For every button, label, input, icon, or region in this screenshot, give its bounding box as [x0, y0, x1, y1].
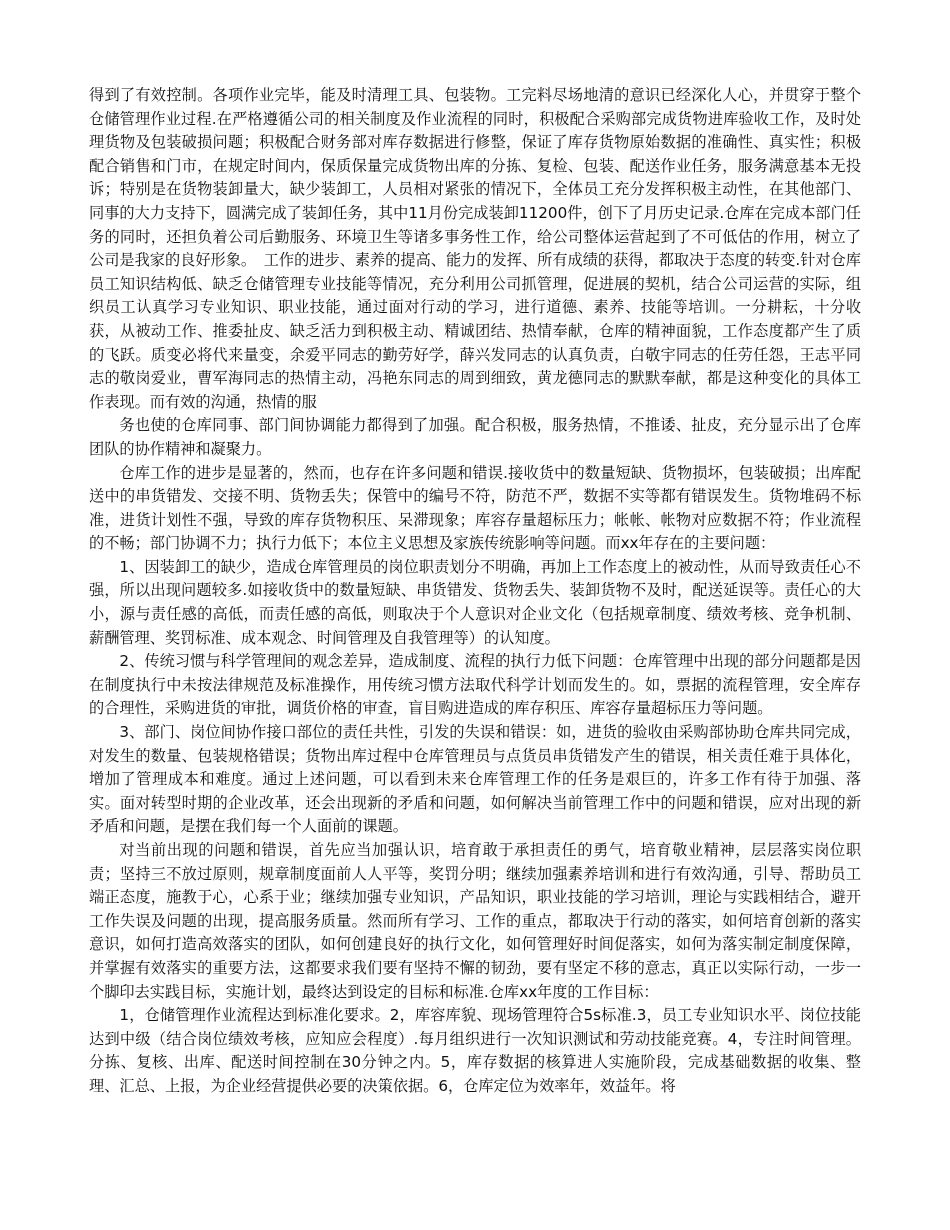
paragraph-7: 对当前出现的问题和错误，首先应当加强认识，培育敢于承担责任的勇气，培育敬业精神，层层落实岗位职责；坚持三不放过原则，规章制度面前人人平等，奖罚分明；继续加强素养培训和进行有效沟通，引导、帮助员工端正态度，施教于心，心系于业；继续加强专业知识，产品知识，职业技能的学习培训，理论与实践相结合，避开工作失误及问题的出现，提高服务质量。然而所有学习、工作的重点，都取决于行动的落实，如何培育创新的落实意识，如何打造高效落实的团队，如何创建良好的执行文化，如何管理好时间促落实，如何为落实制定制度保障，并掌握有效落实的重要方法，这都要求我们要有坚持不懈的韧劲，要有坚定不移的意志，真正以实际行动，一步一个脚印去实践目标，实施计划，最终达到设定的目标和标准.仓库xx年度的工作目标：: [89, 841, 861, 1001]
paragraph-1: 得到了有效控制。各项作业完毕，能及时清理工具、包装物。工完料尽场地清的意识已经深化人心，并贯穿于整个仓储管理作业过程.在严格遵循公司的相关制度及作业流程的同时，积极配合采购部完成货物进库验收工作，及时处理货物及包装破损问题；积极配合财务部对库存数据进行修整，保证了库存货物原始数据的准确性、真实性；积极配合销售和门市，在规定时间内，保质保量完成货物出库的分拣、复检、包装、配送作业任务，服务满意基本无投诉；特别是在货物装卸量大，缺少装卸工，人员相对紧张的情况下，全体员工充分发挥积极主动性，在其他部门、同事的大力支持下，圆满完成了装卸任务，其中11月份完成装卸11200件，创下了月历史记录.仓库在完成本部门任务的同时，还担负着公司后勤服务、环境卫生等诸多事务性工作，给公司整体运营起到了不可低估的作用，树立了公司是我家的良好形象。 工作的进步、素养的提高、能力的发挥、所有成绩的获得，都取决于态度的转变.针对仓库员工知识结构低、缺乏仓储管理专业技能等情况，充分利用公司抓管理，促进展的契机，结合公司运营的实际，组织员工认真学习专业知识、职业技能，通过面对行动的学习，进行道德、素养、技能等培训。一分耕耘，十分收获，从被动工作、推委扯皮、缺乏活力到积极主动、精诚团结、热情奉献，仓库的精神面貌，工作态度都产生了质的飞跃。质变必将代来量变，余爱平同志的勤劳好学，薛兴发同志的认真负责，白敬宇同志的任劳任怨，王志平同志的敬岗爱业，曹军海同志的热情主动，冯艳东同志的周到细致，黄龙德同志的默默奉献，都是这种变化的具体工作表现。而有效的沟通，热情的服: [89, 86, 861, 411]
paragraph-5: 2、传统习惯与科学管理间的观念差异，造成制度、流程的执行力低下问题：仓库管理中出现的部分问题都是因在制度执行中未按法律规范及标准操作，用传统习惯方法取代科学计划而发生的。如，票据的流程管理，安全库存的合理性，采购进货的审批，调货价格的审查，盲目购进造成的库存积压、库容存量超标压力等问题。: [89, 652, 861, 718]
paragraph-4: 1、因装卸工的缺少，造成仓库管理员的岗位职责划分不明确，再加上工作态度上的被动性，从而导致责任心不强，所以出现问题较多.如接收货中的数量短缺、串货错发、货物丢失、装卸货物不及时，配送延误等。责任心的大小，源与责任感的高低，而责任感的高低，则取决于个人意识对企业文化（包括规章制度、绩效考核、竞争机制、薪酬管理、奖罚标准、成本观念、时间管理及自我管理等）的认知度。: [89, 557, 861, 647]
paragraph-6: 3、部门、岗位间协作接口部位的责任共性，引发的失误和错误：如，进货的验收由采购部协助仓库共同完成，对发生的数量、包装规格错误；货物出库过程中仓库管理员与点货员串货错发产生的错误，相关责任难于具体化，增加了管理成本和难度。通过上述问题，可以看到未来仓库管理工作的任务是艰巨的，许多工作有待于加强、落实。面对转型时期的企业改革，还会出现新的矛盾和问题，如何解决当前管理工作中的问题和错误，应对出现的新矛盾和问题，是摆在我们每一个人面前的课题。: [89, 723, 861, 836]
paragraph-2: 务也使的仓库同事、部门间协调能力都得到了加强。配合积极，服务热情，不推诿、扯皮，充分显示出了仓库团队的协作精神和凝聚力。: [89, 416, 861, 458]
paragraph-8: 1，仓储管理作业流程达到标准化要求。2，库容库貌、现场管理符合5s标准.3，员工专业知识水平、岗位技能达到中级（结合岗位绩效考核，应知应会程度）.每月组织进行一次知识测试和劳动技能竞赛。4，专注时间管理。分拣、复核、出库、配送时间控制在30分钟之内。5，库存数据的核算进人实施阶段，完成基础数据的收集、整理、汇总、上报，为企业经营提供必要的决策依据。6，仓库定位为效率年，效益年。将: [89, 1006, 861, 1095]
paragraph-3: 仓库工作的进步是显著的，然而，也存在许多问题和错误.接收货中的数量短缺、货物损坏，包装破损；出库配送中的串货错发、交接不明、货物丢失；保管中的编号不符，防范不严，数据不实等都有错误发生。货物堆码不标准，进货计划性不强，导致的库存货物积压、呆滞现象；库容存量超标压力；帐帐、帐物对应数据不符；作业流程的不畅；部门协调不力；执行力低下；本位主义思想及家族传统影响等问题。而xx年存在的主要问题：: [89, 463, 861, 553]
document-page: [89, 84, 861, 1099]
